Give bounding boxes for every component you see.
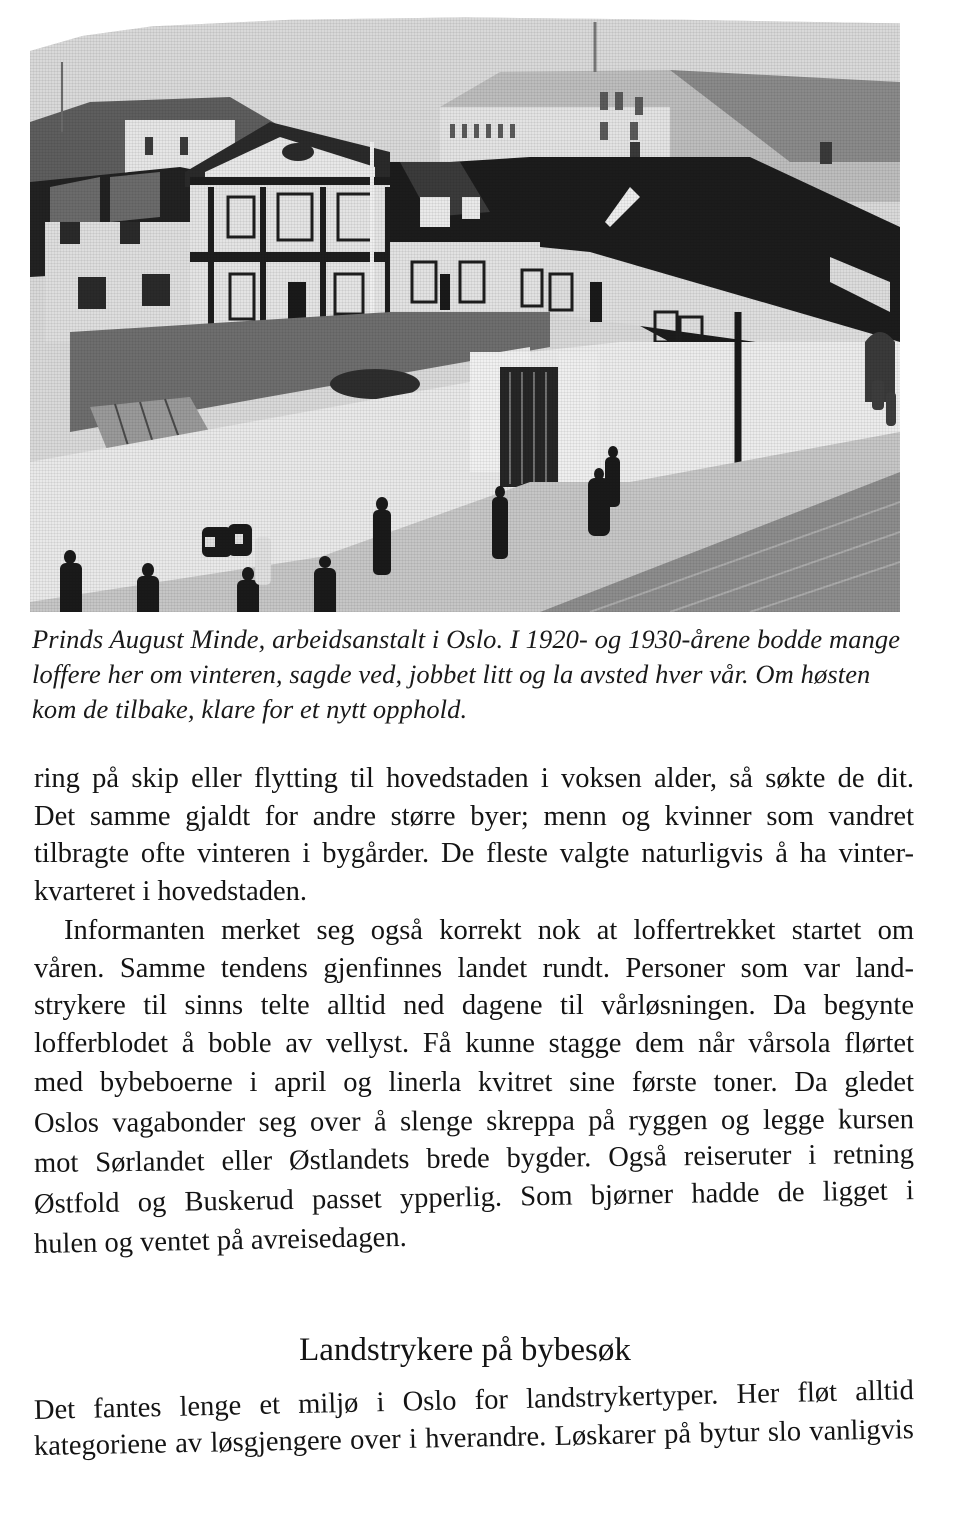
- caption-line: Prinds August Minde, arbeidsanstalt i Oslo. I 1920- og 1930-årene bodde mange: [32, 624, 901, 654]
- text-line: kvarteret i hovedstaden.: [34, 875, 308, 907]
- text-line: kategoriene av løsgjengere over i hverandre. Løskarer på bytur slo vanligvis: [33, 1413, 915, 1462]
- historical-photograph: [30, 12, 900, 612]
- text-line: Oslos vagabonder seg over å slenge skreppa på ryggen og legge kursen: [33, 1103, 915, 1139]
- section-heading: Landstrykere på bybesøk: [299, 1332, 631, 1368]
- body-paragraph-1: [34, 760, 914, 910]
- text-line: Østfold og Buskerud passet ypperlig. Som bjørner hadde de ligget i: [33, 1174, 915, 1220]
- text-line: mot Sørlandet eller Østlandets brede bygder. Også reiseruter i retning: [33, 1138, 915, 1179]
- body-paragraph-2: [33, 912, 915, 1260]
- text-line: Det fantes lenge et miljø i Oslo for landstrykertyper. Her fløt alltid: [33, 1375, 915, 1426]
- caption-line: loffere her om vinteren, sagde ved, jobbet litt og la avsted hver vår. Om høsten: [32, 659, 871, 689]
- photo-illustration: [30, 12, 900, 612]
- photo-caption: [32, 622, 912, 727]
- text-line: hulen og ventet på avreisedagen.: [33, 1221, 407, 1260]
- text-line: tilbragte ofte vinteren i bygårder. De fleste valgte naturligvis å ha vinter-: [34, 838, 914, 869]
- text-line: våren. Samme tendens gjenfinnes landet rundt. Personer som var land-: [34, 952, 914, 984]
- text-line: Informanten merket seg også korrekt nok at loffertrekket startet om: [64, 915, 914, 946]
- text-line: strykere til sinns telte alltid ned dagene til vårløsningen. Da begynte: [34, 990, 914, 1021]
- caption-line: kom de tilbake, klare for et nytt opphold.: [32, 694, 468, 724]
- text-line: Det samme gjaldt for andre større byer; menn og kvinner som vandret: [34, 800, 914, 832]
- body-paragraph-3: [33, 1375, 915, 1467]
- text-line: med bybeboerne i april og linerla kvitret sine første toner. Da gledet: [34, 1067, 914, 1098]
- text-line: ring på skip eller flytting til hovedstaden i voksen alder, så søkte de dit.: [34, 763, 914, 794]
- text-line: lofferblodet å boble av vellyst. Få kunne stagge dem når vårsola flørtet: [34, 1027, 914, 1059]
